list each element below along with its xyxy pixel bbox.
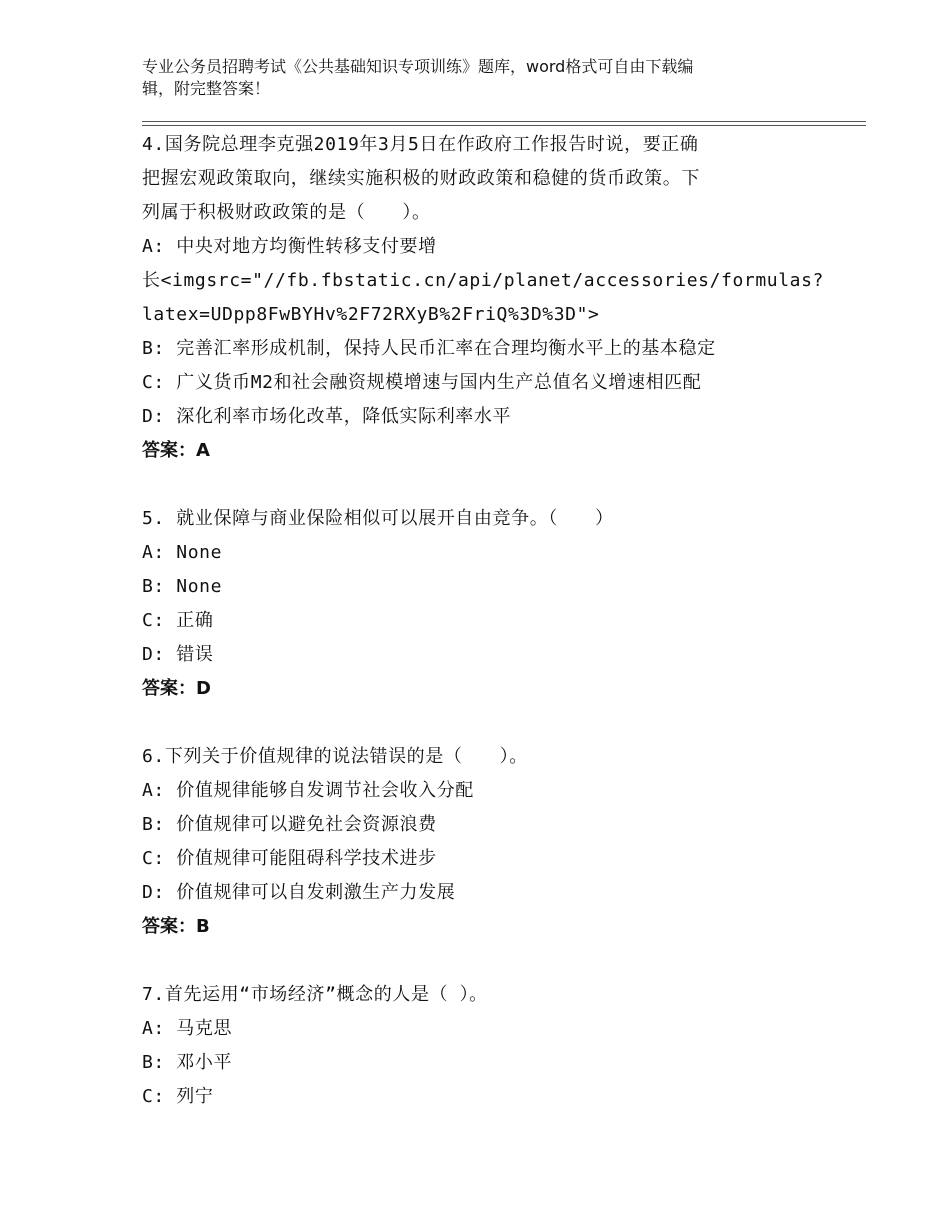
option-a: A: 中央对地方均衡性转移支付要增 [142,236,437,257]
option-b: B: 价值规律可以避免社会资源浪费 [142,814,437,835]
question-spacer [142,706,832,740]
question-spacer [142,944,832,978]
option-c: C: 正确 [142,610,214,631]
option-d: D: 深化利率市场化改革，降低实际利率水平 [142,406,512,427]
question-text: 把握宏观政策取向，继续实施积极的财政政策和稳健的货币政策。下 [142,168,700,189]
question-text: 7.首先运用“市场经济”概念的人是（ ）。 [142,984,488,1005]
answer-label: 答案：D [142,678,211,699]
option-b: B: None [142,576,223,597]
option-a-continued: 长<imgsrc="//fb.fbstatic.cn/api/planet/accessories/formulas? [142,270,824,291]
question-text: 6.下列关于价值规律的说法错误的是（ ）。 [142,746,528,767]
option-a: A: None [142,542,223,563]
answer-label: 答案：B [142,916,210,937]
question-text: 5. 就业保障与商业保险相似可以展开自由竞争。（ ） [142,508,614,529]
option-d: D: 错误 [142,644,214,665]
question-text: 列属于积极财政政策的是（ ）。 [142,202,431,223]
option-a: A: 价值规律能够自发调节社会收入分配 [142,780,474,801]
option-a: A: 马克思 [142,1018,233,1039]
header-line: 专业公务员招聘考试《公共基础知识专项训练》题库，word格式可自由下载编 [142,57,694,76]
header-divider [142,121,866,122]
question-list [142,128,832,1114]
question-text: 4.国务院总理李克强2019年3月5日在作政府工作报告时说，要正确 [142,134,699,155]
option-b: B: 完善汇率形成机制，保持人民币汇率在合理均衡水平上的基本稳定 [142,338,716,359]
question-5 [142,502,832,706]
question-spacer [142,468,832,502]
option-c: C: 广义货币M2和社会融资规模增速与国内生产总值名义增速相匹配 [142,372,702,393]
option-a-continued: latex=UDpp8FwBYHv%2F72RXyB%2FriQ%3D%3D"> [142,304,600,325]
option-b: B: 邓小平 [142,1052,233,1073]
question-7 [142,978,832,1114]
question-4 [142,128,832,468]
document-header [142,56,802,100]
header-divider [142,125,866,126]
option-c: C: 价值规律可能阻碍科学技术进步 [142,848,437,869]
option-c: C: 列宁 [142,1086,214,1107]
header-line: 辑，附完整答案！ [142,79,271,98]
answer-label: 答案：A [142,440,210,461]
option-d: D: 价值规律可以自发刺激生产力发展 [142,882,456,903]
question-6 [142,740,832,944]
